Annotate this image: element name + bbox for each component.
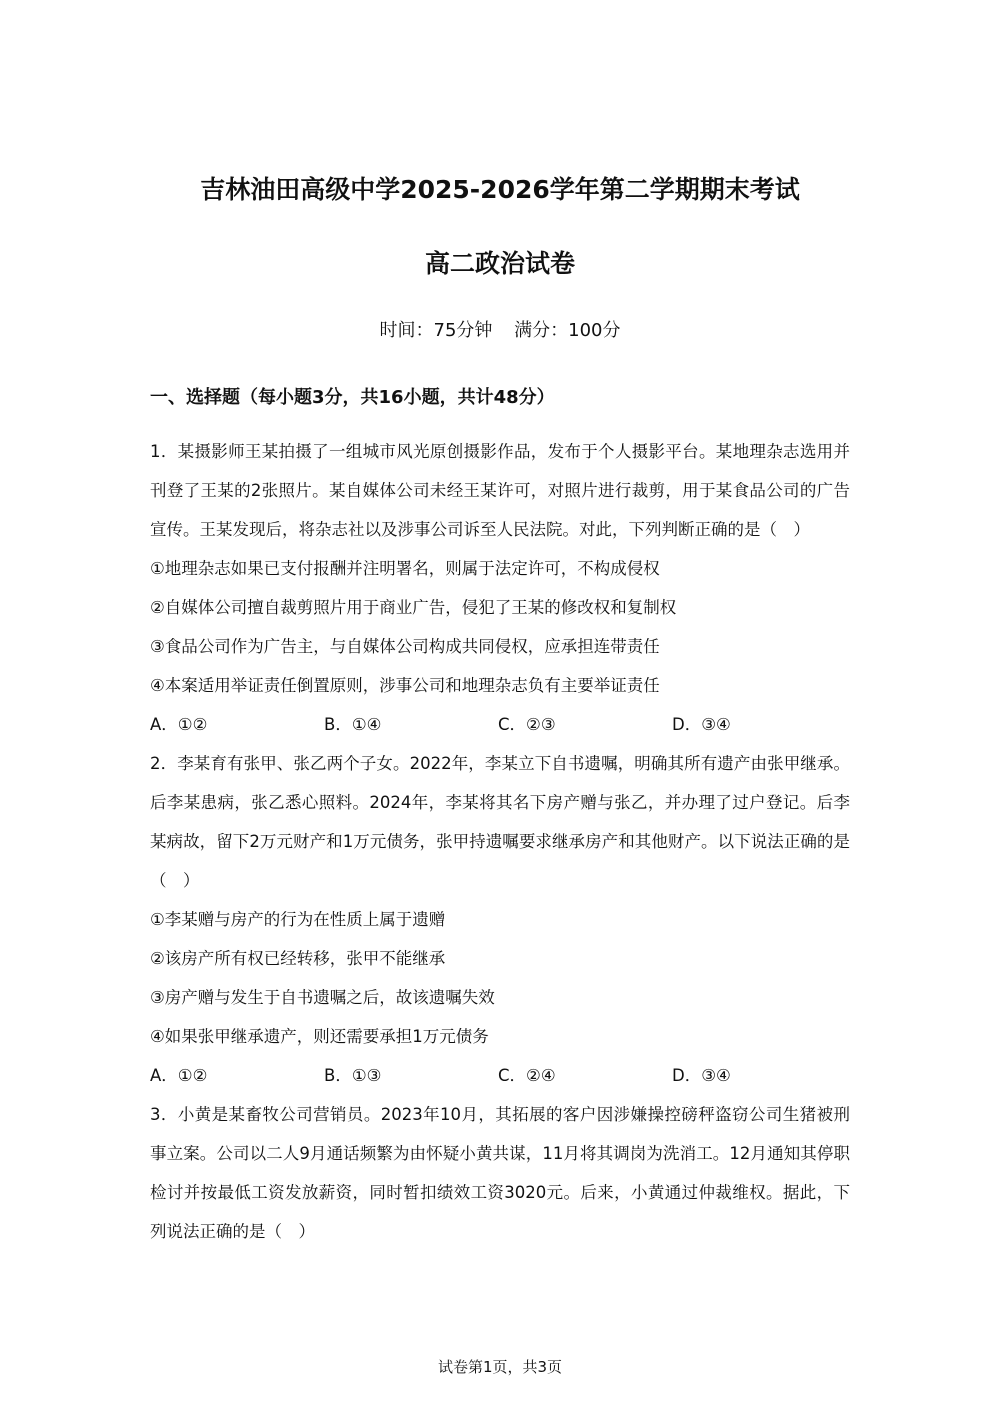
statement-option: ③食品公司作为广告主，与自媒体公司构成共同侵权，应承担连带责任 [150,637,660,656]
answer-choice-d: D．③④ [672,715,731,734]
answer-choices [150,1056,850,1095]
answer-choice-c: C．②③ [498,715,556,734]
answer-choice-a: A．①② [150,1066,208,1085]
question-stem: 1．某摄影师王某拍摄了一组城市风光原创摄影作品，发布于个人摄影平台。某地理杂志选用并刊登了王某的2张照片。某自媒体公司未经王某许可，对照片进行裁剪，用于某食品公司的广告宣传。王某发现后，将杂志社以及涉事公司诉至人民法院。对此，下列判断正确的是（ ） [150,442,850,539]
exam-meta [0,316,1000,342]
section-heading: 一、选择题（每小题3分，共16小题，共计48分） [150,387,555,408]
question-3 [150,1095,850,1251]
questions-body [150,432,850,1251]
question-2 [150,744,850,1095]
statement-option: ①李某赠与房产的行为在性质上属于遗赠 [150,910,446,929]
answer-choice-b: B．①④ [324,715,382,734]
exam-score: 满分：100分 [514,320,621,341]
answer-choice-a: A．①② [150,715,208,734]
exam-title: 吉林油田高级中学2025-2026学年第二学期期末考试 [200,175,800,204]
answer-choices [150,705,850,744]
question-stem: 3．小黄是某畜牧公司营销员。2023年10月，其拓展的客户因涉嫌操控磅秤盗窃公司生猪被刑事立案。公司以二人9月通话频繁为由怀疑小黄共谋，11月将其调岗为洗消工。12月通知其停职检讨并按最低工资发放薪资，同时暂扣绩效工资3020元。后来，小黄通过仲裁维权。据此，下列说法正确的是（ ） [150,1105,850,1241]
statement-option: ③房产赠与发生于自书遗嘱之后，故该遗嘱失效 [150,988,495,1007]
answer-choice-d: D．③④ [672,1066,731,1085]
statement-option: ①地理杂志如果已支付报酬并注明署名，则属于法定许可，不构成侵权 [150,559,660,578]
exam-time: 时间：75分钟 [379,320,493,341]
page-footer: 试卷第1页，共3页 [437,1358,563,1376]
statement-option: ②自媒体公司擅自裁剪照片用于商业广告，侵犯了王某的修改权和复制权 [150,598,677,617]
statement-option: ④本案适用举证责任倒置原则，涉事公司和地理杂志负有主要举证责任 [150,676,660,695]
question-stem: 2．李某育有张甲、张乙两个子女。2022年，李某立下自书遗嘱，明确其所有遗产由张甲继承。后李某患病，张乙悉心照料。2024年，李某将其名下房产赠与张乙，并办理了过户登记。后李某病故，留下2万元财产和1万元债务，张甲持遗嘱要求继承房产和其他财产。以下说法正确的是（ ） [150,754,850,890]
answer-choice-b: B．①③ [324,1066,382,1085]
exam-subtitle: 高二政治试卷 [424,249,575,278]
statement-option: ②该房产所有权已经转移，张甲不能继承 [150,949,446,968]
statement-option: ④如果张甲继承遗产，则还需要承担1万元债务 [150,1027,489,1046]
question-1 [150,432,850,744]
answer-choice-c: C．②④ [498,1066,556,1085]
